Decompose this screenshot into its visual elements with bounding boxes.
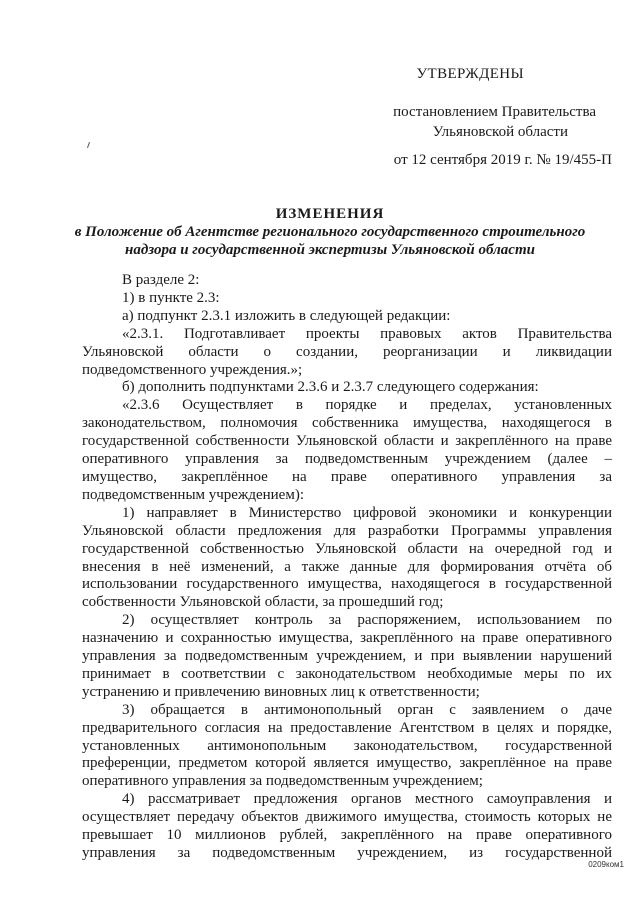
document-body: [82, 272, 612, 863]
paragraph-2-3-6: «2.3.6 Осуществляет в порядке и пределах, установленных законодательством, полномочия собственника имущества, находящегося в государственной собственности Ульяновской области и закреплённого на праве оперативного управления за подведомственным учреждением (далее – имущество, закреплённое на праве оперативного управления за подведомственным учреждением):: [82, 397, 612, 503]
footer-doc-code: 0209ком1: [588, 860, 624, 869]
document-heading: ИЗМЕНЕНИЯ: [275, 206, 385, 222]
approval-line-region: Ульяновской области: [432, 124, 568, 140]
approval-line-date-number: от 12 сентября 2019 г. № 19/455-П: [393, 152, 612, 168]
paragraph-2-3-1: «2.3.1. Подготавливает проекты правовых актов Правительства Ульяновской области о создании, реорганизации и ликвидации подведомственного учреждения.»;: [82, 325, 612, 378]
paragraph-subitem-b: б) дополнить подпунктами 2.3.6 и 2.3.7 следующего содержания:: [122, 379, 539, 396]
scan-speck: [87, 142, 90, 148]
paragraph-item-1: 1) в пункте 2.3:: [122, 289, 220, 306]
paragraph-point-2: 2) осуществляет контроль за распоряжением, использованием по назначению и сохранностью имущества, закреплённого на праве оперативного управления за подведомственным учреждением, и при выявлении нарушений принимает в соответствии с законодательством необходимые меры по их устранению и привлечению виновных лиц к ответственности;: [82, 612, 612, 700]
paragraph-point-4: 4) рассматривает предложения органов местного самоуправления и осуществляет передачу объектов движимого имущества, стоимость которых не превышает 10 миллионов рублей, закреплённого на праве оперативного управления за подведомственным учреждением, из государственной: [82, 791, 612, 861]
paragraph-point-1: 1) направляет в Министерство цифровой экономики и конкуренции Ульяновской области предложения для разработки Программы управления государственной собственностью Ульяновской области на очередной год и внесения в неё изменений, а также данные для формирования отчёта об использовании государственного имущества, находящегося в государственной собственности Ульяновской области, за прошедший год;: [82, 504, 612, 611]
paragraph-subitem-a: а) подпункт 2.3.1 изложить в следующей редакции:: [122, 307, 451, 324]
paragraph-section: В разделе 2:: [122, 272, 200, 288]
approval-heading: УТВЕРЖДЕНЫ: [416, 66, 524, 82]
approval-line-resolution: постановлением Правительства: [393, 104, 596, 120]
document-subtitle-line-1: в Положение об Агентстве регионального государственного строительного: [74, 224, 586, 240]
document-subtitle-line-2: надзора и государственной экспертизы Ульяновской области: [125, 242, 535, 258]
paragraph-point-3: 3) обращается в антимонопольный орган с заявлением о даче предварительного согласия на предоставление Агентством в целях и порядке, установленных антимонопольным законодательством, государственной преференции, предметом которой является имущество, закреплённое на праве оперативного управления за подведомственным учреждением;: [82, 701, 612, 790]
